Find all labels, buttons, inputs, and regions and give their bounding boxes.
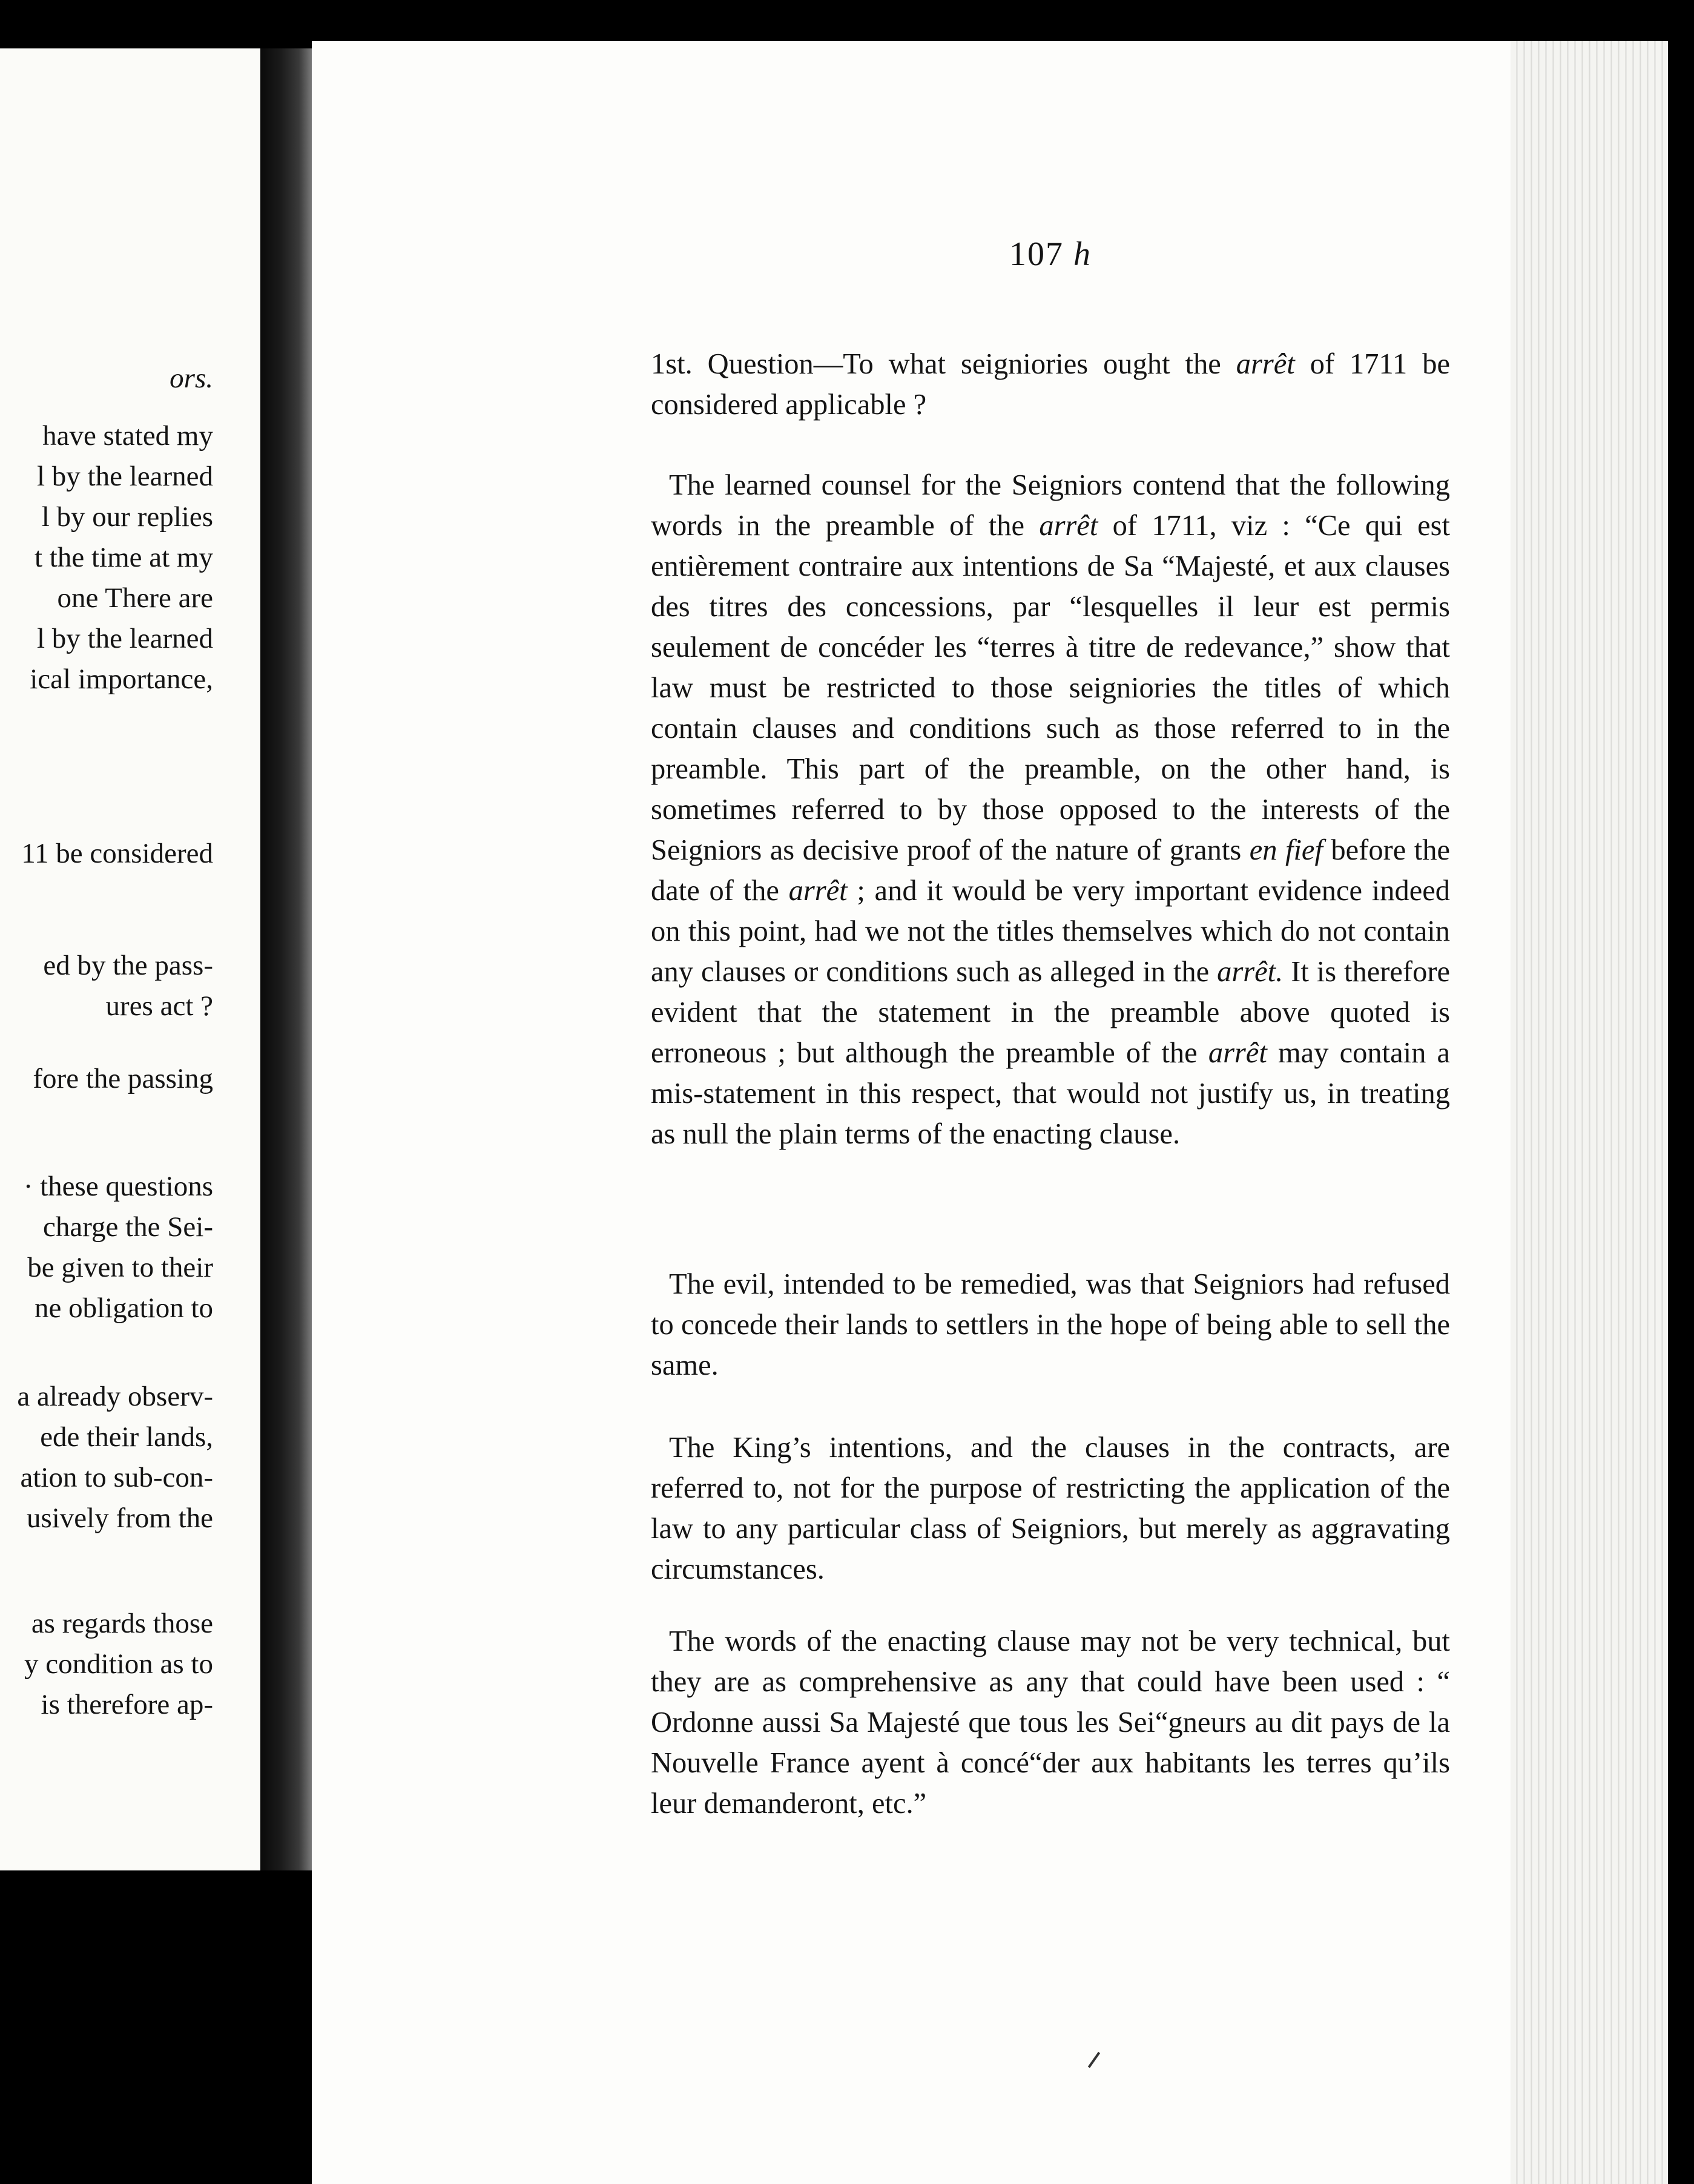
paragraph-3: The King’s intentions, and the clauses in the contracts, are referred to, not for the purpose of restricting the application of the law to any particular class of Seigniors, but merely as aggravating circumstances. — [651, 1432, 1450, 1585]
page-right — [312, 41, 1511, 2184]
page-number — [651, 235, 1450, 274]
p1-text-6: may contain a mis-statement in this respect, that would not justify us, in treating as null the plain terms of the enacting clause. — [651, 1037, 1450, 1150]
left-page-line: is therefore ap- — [41, 1689, 213, 1720]
p1-italic-2: en fief — [1249, 834, 1323, 866]
p1-text-1: The learned counsel for the Seigniors contend that the following words in the preamble of the — [651, 469, 1450, 542]
book-gutter — [260, 48, 312, 1870]
question-heading — [651, 344, 1450, 425]
paragraph-4: The words of the enacting clause may not be very technical, but they are as comprehensive as any that could have been used : “ Ordonne aussi Sa Majesté que tous les Sei“gneurs au dit pays de la Nouvelle France ayent à concé“der aux habitants les terres qu’ils leur demanderont, etc.” — [651, 1625, 1450, 1820]
question-tail: of 1711 be considered applicable ? — [651, 348, 1450, 421]
left-page-line: · these questions — [23, 1171, 213, 1202]
question-italic: arrêt — [1236, 348, 1295, 380]
left-page-line: ical importance, — [30, 663, 213, 695]
left-page-line: usively from the — [26, 1502, 213, 1534]
left-page-line: be given to their — [27, 1252, 213, 1283]
p1-italic-3: arrêt — [788, 875, 848, 907]
left-page-line: ed by the pass- — [43, 950, 213, 981]
left-page-line: one There are — [57, 582, 213, 614]
p1-text-4: ; and it would be very important evidence indeed on this point, had we not the titles themselves which do not contain any clauses or conditions such as alleged in the — [651, 875, 1451, 988]
paragraph-1 — [651, 465, 1450, 1154]
facing-page-left — [0, 48, 260, 1870]
left-page-line: l by the learned — [36, 623, 213, 654]
scan-mark — [1088, 2052, 1100, 2068]
left-page-line: y condition as to — [24, 1648, 213, 1680]
p1-italic-5: arrêt — [1208, 1037, 1267, 1069]
left-page-line: fore the passing — [33, 1063, 213, 1094]
left-page-line: t the time at my — [35, 542, 213, 573]
page-stack-edge — [1511, 41, 1668, 2184]
left-page-line: charge the Sei- — [42, 1211, 213, 1243]
p1-italic-4: arrêt. — [1217, 956, 1284, 988]
left-page-line: a already observ- — [17, 1381, 213, 1412]
page-number-value: 107 — [1009, 235, 1064, 273]
left-page-line: ne obligation to — [34, 1292, 213, 1324]
left-page-line: have stated my — [42, 420, 213, 452]
left-page-line: ures act ? — [105, 990, 213, 1022]
left-page-line: ation to sub-con- — [20, 1462, 213, 1493]
scan-border — [1668, 0, 1694, 2184]
question-lead: 1st. Question—To what seigniories ought the — [651, 348, 1236, 380]
left-page-line: l by our replies — [41, 501, 213, 533]
page-number-suffix: h — [1073, 235, 1092, 273]
left-page-line: ors. — [170, 363, 213, 394]
left-page-line: 11 be considered — [21, 838, 213, 869]
left-page-line: l by the learned — [36, 461, 213, 492]
paragraph-2: The evil, intended to be remedied, was that Seigniors had refused to concede their lands to settlers in the hope of being able to sell the same. — [651, 1268, 1450, 1381]
left-page-line: as regards those — [31, 1608, 213, 1639]
p1-text-2: of 1711, viz : “Ce qui est entièrement contraire aux intentions de Sa “Majesté, et aux clauses des titres des concessions, par “lesquelles il leur est permis seulement de concéder les “terres à titre de redevance,” show that law must be restricted to those seigniories the titles of which contain clauses and conditions such as those referred to in the preamble. This part of the preamble, on the other hand, is sometimes referred to by those opposed to the interests of the Seigniors as decisive proof of the nature of grants — [651, 510, 1450, 866]
p1-italic-1: arrêt — [1039, 510, 1098, 542]
left-page-line: ede their lands, — [40, 1421, 213, 1453]
p1-text-5: It is therefore evident that the statement in the preamble above quoted is erroneous ; but although the preamble of the — [651, 956, 1451, 1069]
p1-text-3: before the date of the — [651, 834, 1450, 907]
